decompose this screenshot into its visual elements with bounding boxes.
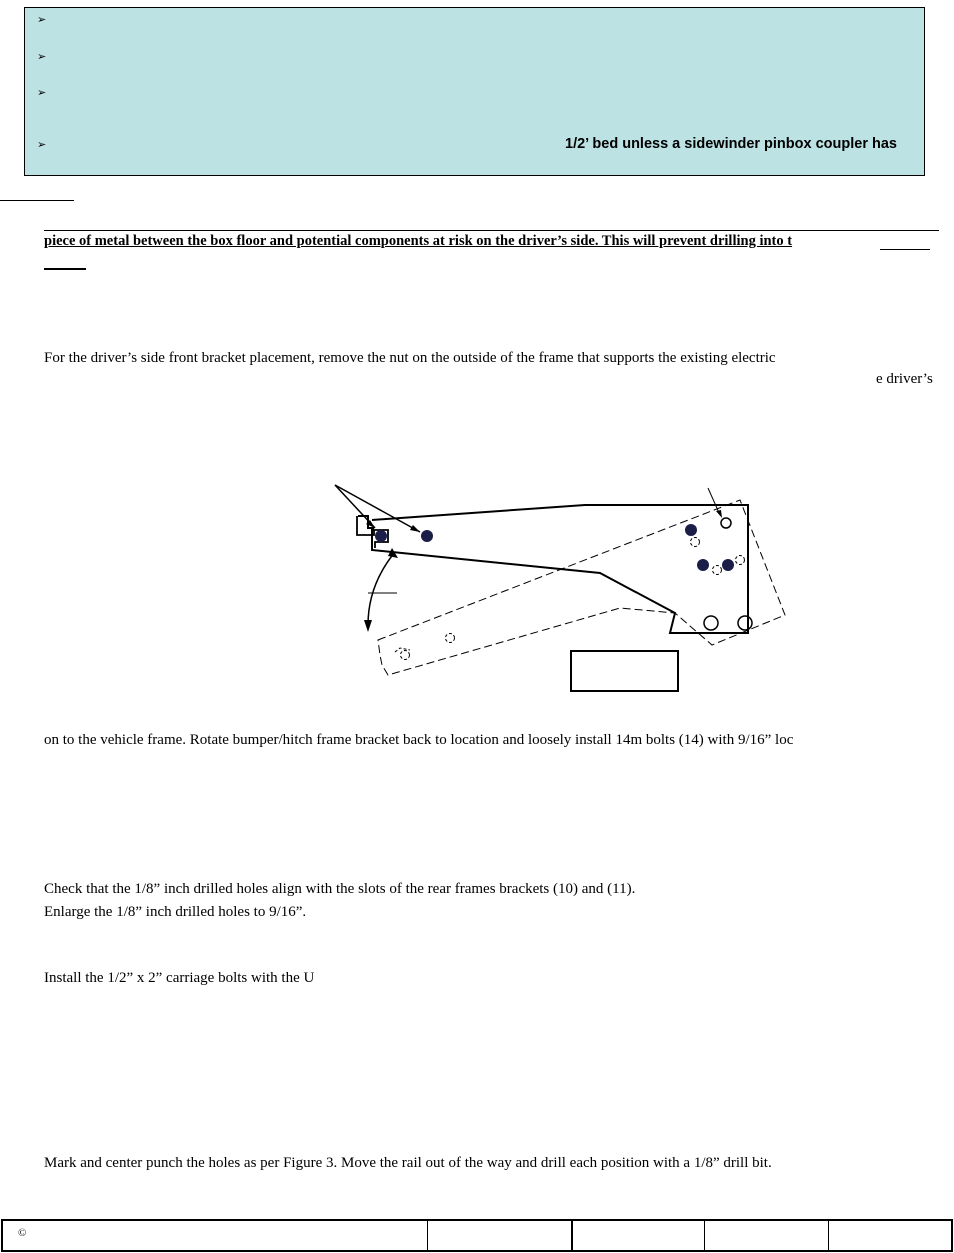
footer-cell (428, 1221, 572, 1250)
paragraph-check-holes: Check that the 1/8” inch drilled holes align with the slots of the rear frames brackets (10) and (11). (44, 881, 636, 897)
paragraph-front-bracket: For the driver’s side front bracket placement, remove the nut on the outside of the frame that supports the existing electric (44, 350, 776, 366)
bolt-hole-open (738, 616, 752, 630)
bolt-hole-open (721, 518, 731, 528)
underline-fill (880, 249, 930, 250)
bolt-hole-filled (722, 559, 734, 571)
paragraph-front-bracket-cont: e driver’s (876, 371, 933, 387)
footer-cell (705, 1221, 829, 1250)
footer-cell (572, 1221, 705, 1250)
bolt-hole-open (704, 616, 718, 630)
separator-line (44, 230, 939, 231)
rotation-arrow (368, 552, 395, 625)
bolt-hole-filled (375, 530, 387, 542)
bolt-hole-dashed (446, 634, 455, 643)
rotated-bracket-outline (378, 500, 785, 675)
bullet-marker: ➢ (37, 50, 47, 63)
bolt-hole-dashed (713, 566, 722, 575)
paragraph-enlarge-holes: Enlarge the 1/8” inch drilled holes to 9/16”. (44, 904, 307, 920)
bullet-marker: ➢ (37, 86, 47, 99)
pointer-line (335, 485, 420, 532)
bracket-rotation-figure (330, 480, 800, 700)
warning-text: piece of metal between the box floor and potential components at risk on the driver’s side. This will prevent drilling into t (44, 233, 793, 249)
notice-line-4: 1/2’ bed unless a sidewinder pinbox coupler has (565, 136, 897, 152)
paragraph-install-bolts: Install the 1/2” x 2” carriage bolts with the U (44, 970, 315, 986)
arrowhead (364, 620, 372, 632)
bullet-marker: ➢ (37, 13, 47, 26)
paragraph-mark-holes: Mark and center punch the holes as per Figure 3. Move the rail out of the way and drill each position with a 1/8” drill bit. (44, 1155, 772, 1171)
separator-line (0, 200, 74, 201)
bolt-hole-dashed (736, 556, 745, 565)
bolt-hole-filled (697, 559, 709, 571)
notice-box (24, 7, 925, 176)
copyright-symbol: © (18, 1227, 27, 1239)
figure-label-box (571, 651, 678, 691)
bolt-hole-dashed (691, 538, 700, 547)
arrowhead (410, 525, 420, 532)
paragraph-rotate-bracket: on to the vehicle frame. Rotate bumper/hitch frame bracket back to location and loosely install 14m bolts (14) with 9/16” loc (44, 732, 794, 748)
bullet-marker: ➢ (37, 138, 47, 151)
footer-copyright-cell (3, 1221, 428, 1250)
bolt-hole-filled (685, 524, 697, 536)
underline-fill (44, 268, 86, 270)
bolt-hole-dashed (401, 651, 410, 660)
footer-cell (829, 1221, 951, 1250)
arrowhead (716, 510, 722, 518)
bolt-hole-filled (421, 530, 433, 542)
footer-table (1, 1219, 953, 1252)
